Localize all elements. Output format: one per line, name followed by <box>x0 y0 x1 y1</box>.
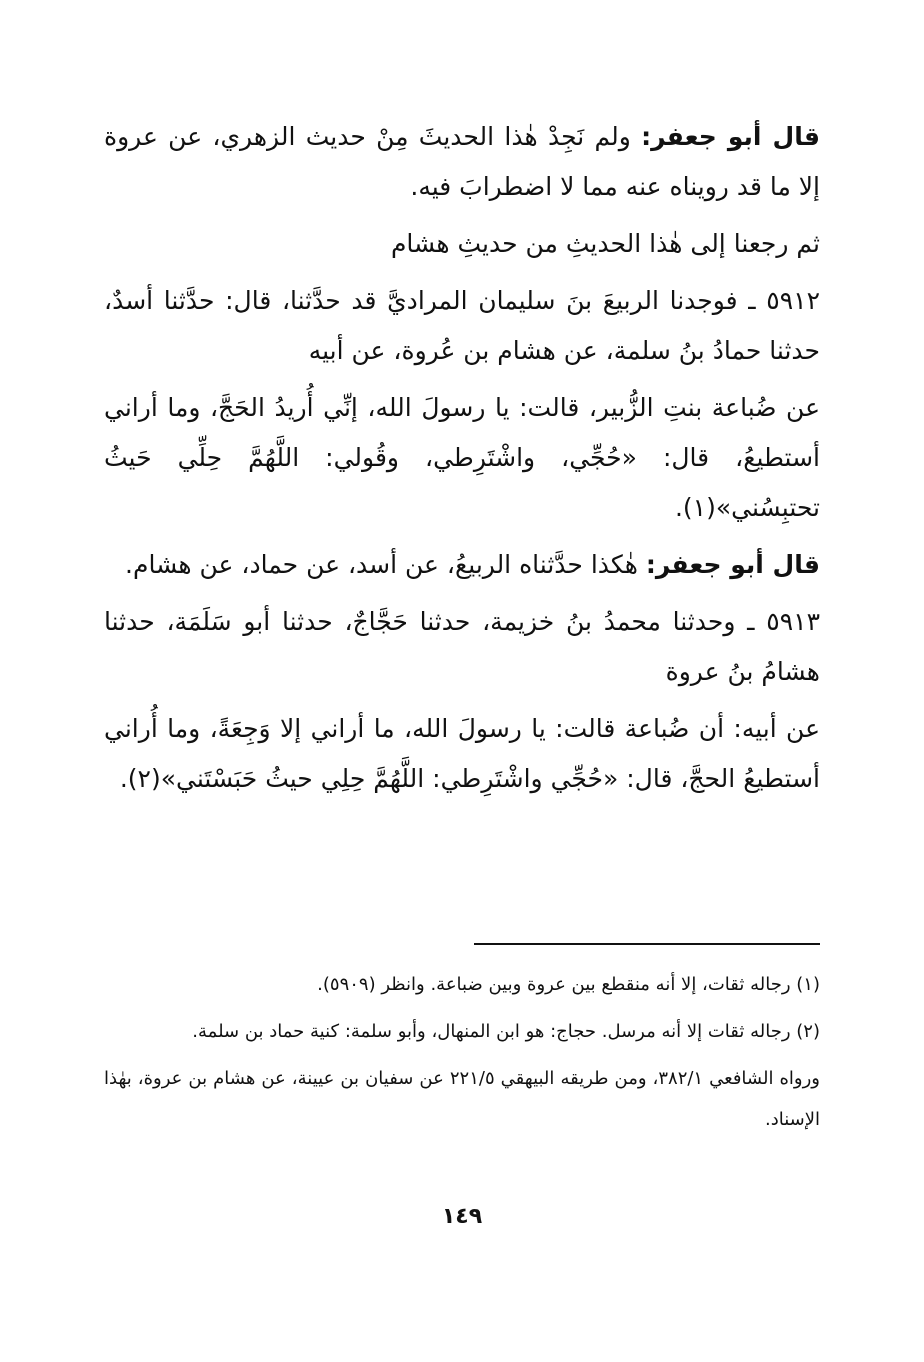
paragraph-2 <box>104 219 820 269</box>
hadith-5913-matn: عن أبيه: أن ضُباعة قالت: يا رسولَ الله، ما أراني إلا وَجِعَةً، وما أُراني أستطيعُ الحجَّ، قال: «حُجِّي واشْتَرِطي: اللَّهُمَّ حِلِي حيثُ حَبَسْتَني»(٢). <box>104 714 820 793</box>
hadith-5913-isnad: ٥٩١٣ ـ وحدثنا محمدُ بنُ خزيمة، حدثنا حَجَّاجٌ، حدثنا أبو سَلَمَة، حدثنا هشامُ بنُ عروة <box>104 607 820 686</box>
footnotes <box>104 964 820 1146</box>
hadith-5912-isnad: ٥٩١٢ ـ فوجدنا الربيعَ بنَ سليمان المراديَّ قد حدَّثنا، قال: حدَّثنا أسدٌ، حدثنا حمادُ بنُ سلمة، عن هشام بن عُروة، عن أبيه <box>104 286 820 365</box>
paragraph-text: ولم نَجِدْ هٰذا الحديثَ مِنْ حديث الزهري، عن عروة إلا ما قد رويناه عنه مما لا اضطرابَ فيه. <box>104 122 820 201</box>
footnote-2-continued: ورواه الشافعي ٣٨٢/١، ومن طريقه البيهقي ٢٢١/٥ عن سفيان بن عيينة، عن هشام بن عروة، بهٰذا الإسناد. <box>104 1068 820 1130</box>
footnote-2: (٢) رجاله ثقات إلا أنه مرسل. حجاج: هو ابن المنهال، وأبو سلمة: كنية حماد بن سلمة. <box>192 1021 820 1042</box>
section-heading: ثم رجعنا إلى هٰذا الحديثِ من حديثِ هشام <box>390 229 820 258</box>
paragraph-lead: قال أبو جعفر: <box>645 550 820 579</box>
footnote-divider <box>474 943 820 945</box>
page-number: ١٤٩ <box>441 1204 483 1229</box>
main-text <box>104 112 820 811</box>
paragraph-7 <box>104 704 820 804</box>
paragraph-4 <box>104 383 820 533</box>
hadith-5912-matn: عن ضُباعة بنتِ الزُّبير، قالت: يا رسولَ الله، إنِّي أُريدُ الحَجَّ، وما أراني أستطيعُ، قال: «حُجِّي، واشْتَرِطي، وقُولي: اللَّهُمَّ حِلِّي حَيثُ تحتبِسُني»(١). <box>104 393 820 522</box>
paragraph-1 <box>104 112 820 212</box>
paragraph-5 <box>104 540 820 590</box>
paragraph-3 <box>104 276 820 376</box>
paragraph-6 <box>104 597 820 697</box>
footnote-1: (١) رجاله ثقات، إلا أنه منقطع بين عروة وبين ضباعة. وانظر (٥٩٠٩). <box>317 974 820 995</box>
paragraph-text: هٰكذا حدَّثناه الربيعُ، عن أسد، عن حماد، عن هشام. <box>125 550 646 579</box>
paragraph-lead: قال أبو جعفر: <box>641 122 820 151</box>
